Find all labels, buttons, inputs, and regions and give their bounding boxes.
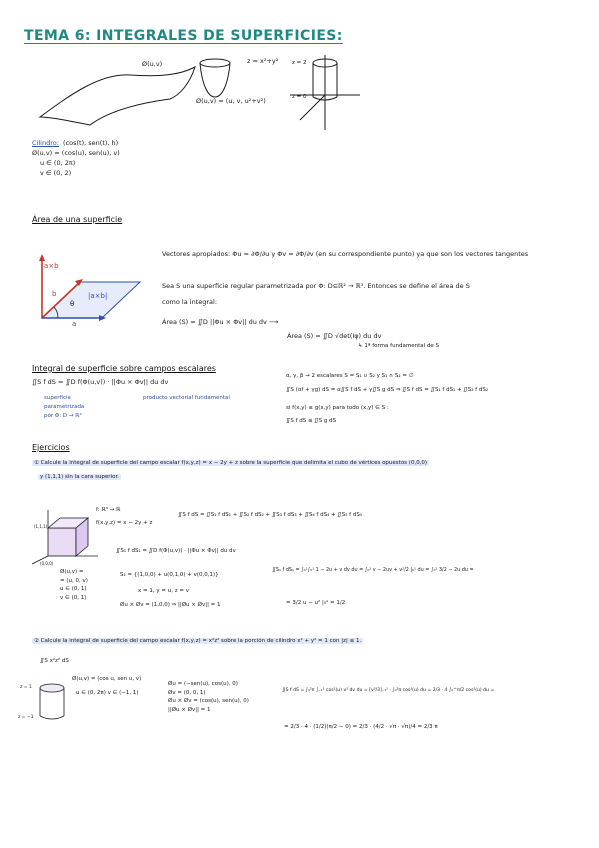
cube-diagram	[30, 510, 100, 565]
area-def-line2: como la integral:	[162, 298, 218, 306]
cylinder-title: Cilindro:	[32, 139, 59, 147]
surface-patch	[40, 67, 195, 125]
ex2-cylinder-diagram	[34, 680, 70, 724]
ex2-statement: ② Calcule la integral de superficie del campo escalar f(x,y,z) = x²z² sobre la porción de cilindro x² + y² = 1 con |z| ≤ 1.	[34, 638, 362, 644]
ex1-s1-set: S₁ = {(1,0,0) + u(0,1,0) + v(0,0,1)}	[120, 572, 219, 578]
scalar-formula: ∬S f dS = ∬D f(Φ(u,v)) · ||Φu × Φv|| du dv	[32, 378, 169, 386]
props-line-1: α, γ, β → 2 escalares S = S₁ ∪ S₂ y S₁ ∩ S₂ = ∅	[286, 373, 414, 379]
ex2-phi: Ø(u,v) = (cos u, sen u, v)	[72, 676, 142, 682]
ex1-s1-line1: ∬S₁ f dS₁ = ∬D f(Φ(u,v)) · ||Φu × Φv|| du dv	[116, 548, 236, 554]
ex1-map: f: ℝ³ → ℝ	[96, 507, 121, 513]
ex2-derivatives	[168, 680, 249, 714]
ex2-phi-v: Øv = (0, 0, 1)	[168, 689, 206, 696]
area-formula-2-note: ↳ 1ª forma fundamental de S	[358, 343, 440, 349]
paraboloid-eq: z = x²+y²	[247, 57, 279, 65]
cylinder-z-top: z = 2	[292, 60, 307, 66]
area-heading: Área de una superficie	[32, 215, 123, 224]
cube-vertex-label: (1,1,1)	[34, 524, 48, 529]
exercises-heading: Ejercicios	[32, 443, 70, 452]
ex1-u-range: u ∈ (0, 1)	[60, 586, 87, 593]
ex1-statement-1: ① Calcule la integral de superficie del campo escalar f(x,y,z) = x − 2y + z sobre la superficie que delimita el cubo de vértices opuestos (0,0,0)	[34, 460, 428, 466]
ex2-phi-u: Øu = (−sen(u), cos(u), 0)	[168, 681, 238, 687]
note-surface-1: superficie	[44, 395, 71, 401]
label-b: b	[52, 290, 57, 298]
scalar-heading: Integral de superficie sobre campos escalares	[32, 364, 216, 373]
ex1-v-range: v ∈ (0, 1)	[60, 594, 87, 601]
vectors-text: Vectores apropiados: Φu = ∂Φ/∂u y Φv = ∂Φ/∂v (en su correspondiente punto) ya que son los vectores tangentes	[162, 250, 529, 258]
cylinder-set: (cos(t), sen(t), h)	[63, 139, 119, 147]
surface-label: Ø(u,v)	[142, 60, 163, 68]
ex1-fn: f(x,y,z) = x − 2y + z	[96, 520, 153, 526]
paraboloid-shape	[200, 63, 230, 97]
note-surface-2: parametrizada	[44, 404, 85, 410]
props-line-2: ∬S (αf + γg) dS = α∬S f dS + γ∬S g dS ⇒ ∬S f dS = ∬S₁ f dS₁ + ∬S₂ f dS₂	[286, 387, 489, 393]
ex2-z-top: z = 1	[20, 685, 32, 690]
cylinder-block	[32, 138, 120, 178]
ex2-cross: Øu × Øv = (cos(u), sen(u), 0)	[168, 698, 249, 705]
area-def-line1: Sea S una superficie regular parametrizada por Φ: D⊆ℝ² → ℝ³. Entonces se define el área de S	[162, 282, 470, 290]
label-a: a	[72, 320, 77, 328]
cylinder-param: Ø(u,v) = (cos(u), sen(u), v)	[32, 149, 120, 158]
top-diagrams	[30, 55, 370, 135]
page-title: TEMA 6: INTEGRALES DE SUPERFICIES:	[24, 28, 343, 44]
ex2-norm: ||Øu × Øv|| = 1	[168, 706, 211, 713]
ex2-calc: ∬S f dS = ∫₀²π ∫₋₁¹ cos²(u) v² dv du = [v³/3]₋₁¹ · ∫₀²π cos²(u) du = 2/3 · 4 ∫₀^π/2 cos²(u) du =	[282, 688, 495, 693]
label-mag: |a×b|	[88, 292, 108, 300]
props-line-4: ∬S f dS ≤ ∬S g dS	[286, 418, 337, 424]
label-theta: θ	[70, 300, 75, 308]
cube-origin-label: (0,0,0)	[40, 561, 54, 566]
ex1-s1-result: = 3/2 u − u² |₀¹ = 1/2	[286, 600, 346, 606]
props-line-3: si f(x,y) ≤ g(x,y) para todo (x,y) ∈ S :	[286, 405, 389, 411]
ex1-decomp: ∬S f dS = ∬S₁ f dS₁ + ∬S₂ f dS₂ + ∬S₃ f dS₃ + ∬S₄ f dS₄ + ∬S₅ f dS₅	[178, 512, 363, 518]
ex1-phi-block	[60, 568, 88, 602]
cylinder-u-range: u ∈ (0, 2π)	[40, 159, 76, 168]
ex2-ranges: u ∈ (0, 2π) v ∈ (−1, 1)	[76, 690, 139, 696]
ex1-s1-calc: ∬S₁ f dS₁ = ∫₀¹∫₀¹ 1 − 2u + v dv du = ∫₀¹ v − 2uv + v²/2 |₀¹ du = ∫₀¹ 3/2 − 2u du =	[272, 567, 474, 573]
ex1-phi-label: Ø(u,v) =	[60, 569, 84, 575]
ex2-z-bottom: z = −1	[18, 715, 34, 720]
ex1-phi-val: = (u, 0, v)	[60, 577, 88, 584]
note-vector: producto vectorial fundamental	[143, 395, 230, 401]
note-surface-3: por Φ: D → ℝ³	[44, 413, 82, 419]
area-formula-2: Área (S) = ∬D √det(Iφ) du dv	[287, 332, 382, 340]
cylinder-z-bottom: z = 0	[292, 94, 307, 100]
paraboloid-param: Ø(u,v) = (u, v, u²+v²)	[196, 97, 266, 105]
label-axb: a×b	[44, 262, 59, 270]
cylinder-v-range: v ∈ (0, 2)	[40, 169, 72, 178]
ex2-integral: ∬S x²z² dS	[40, 658, 69, 664]
ex1-statement-2: y (1,1,1) sin la cara superior.	[40, 474, 119, 480]
ex1-s1-coords: x = 1, y = u, z = v	[138, 588, 189, 594]
ex1-s1-cross: Øu × Øv = (1,0,0) ⇒ ||Øu × Øv|| = 1	[120, 602, 221, 608]
ex2-result: = 2/3 · 4 · (1/2)(π/2 − 0) = 2/3 · (4/2 · √π · √π)/4 = 2/3 π	[284, 724, 438, 730]
area-formula-1: Área (S) = ∬D ||Φu × Φv|| du dv ⟶	[162, 318, 279, 326]
